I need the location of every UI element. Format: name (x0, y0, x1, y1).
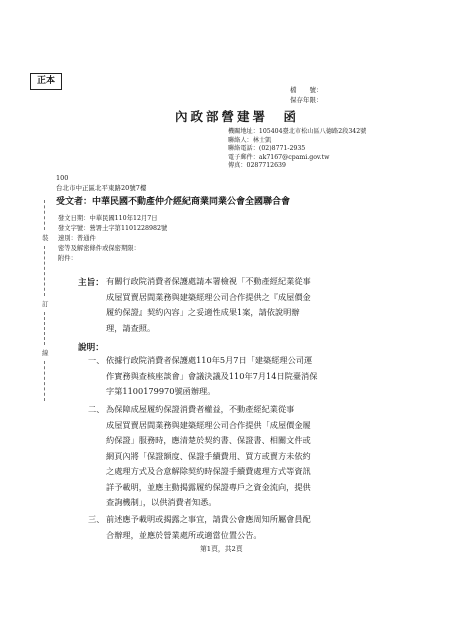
binding-mark-2: 訂 (42, 300, 49, 308)
binding-line-segment (44, 200, 45, 230)
binding-line-segment (44, 361, 45, 401)
issue-date: 發文日期：中華民國110年12月7日 (58, 215, 158, 222)
contact-block (228, 128, 366, 171)
retention-period-label: 保存年限： (290, 96, 323, 104)
original-copy-stamp: 正本 (30, 73, 62, 90)
explanation-label: 說明： (78, 343, 104, 353)
item-number: 二、 (88, 404, 105, 414)
agency-address: 機關地址：105404臺北市松山區八德路2段342號 (228, 128, 367, 135)
recipient-name: 受文者：中華民國不動產仲介經紀商業同業公會全國聯合會 (56, 197, 291, 207)
archive-number-label: 檔 號： (290, 86, 323, 94)
binding-line-segment (44, 312, 45, 345)
recipient-zip: 100 (56, 174, 69, 182)
contact-phone: 聯絡電話：(02)8771-2935 (228, 145, 306, 153)
security-level: 密等及解密條件或保密期限： (58, 245, 140, 252)
recipient-address: 台北市中正區北平東路20號7樓 (56, 184, 147, 192)
document-number: 發文字號：營署土字第1101228982號 (58, 225, 168, 232)
explanation-item-2: 為保障成屋履約保證消費者權益，不動產經紀業從事 成屋買賣居間業務與建築經理公司合作提供「成屋價金履 約保證」服務時，應清楚於契約書、保證書、相關文件或 網頁內將「保證額度、保證手續費用、買方或賣方未依約 之處理方式及合意解除契約時保證手續費處理方式等資訊 詳予載明，並應主動揭露履約保證專戶之資金流向，提供 查詢機制」，以供消費者知悉。 (106, 404, 311, 507)
contact-fax: 傳真：0287712639 (228, 162, 286, 170)
item-number: 三、 (88, 514, 105, 524)
delivery-speed: 速別：普通件 (58, 235, 96, 242)
explanation-item-3: 前述應予載明或揭露之事宜，請貴公會應周知所屬會員配 合辦理，並應於營業處所或適當位置公告。 (106, 514, 311, 540)
binding-line-segment (44, 246, 45, 296)
page-footer: 第1頁，共2頁 (200, 545, 243, 553)
contact-email: 電子郵件：ak7167@cpami.gov.tw (228, 153, 330, 161)
binding-mark-1: 裝 (42, 234, 49, 242)
attachment-label: 附件： (58, 255, 77, 262)
subject-label: 主旨： (78, 278, 104, 288)
explanation-item-1: 依據行政院消費者保護處110年5月7日「建築經理公司運 作實務與查核座談會」會議決議及110年7月14日院臺消保 字第1100179970號函辦理。 (106, 355, 318, 396)
document-title: 內政部營建署 函 (175, 109, 300, 124)
item-number: 一、 (88, 355, 105, 365)
subject-text: 有關行政院消費者保護處請本署檢視「不動產經紀業從事 成屋買賣居間業務與建築經理公司合作提供之『成屋價金 履約保證』契約內容」之妥適性成果1案，請依說明辦 理，請查照。 (106, 276, 311, 333)
binding-mark-3: 線 (42, 349, 49, 357)
contact-person: 聯絡人：林士凱 (228, 136, 272, 144)
